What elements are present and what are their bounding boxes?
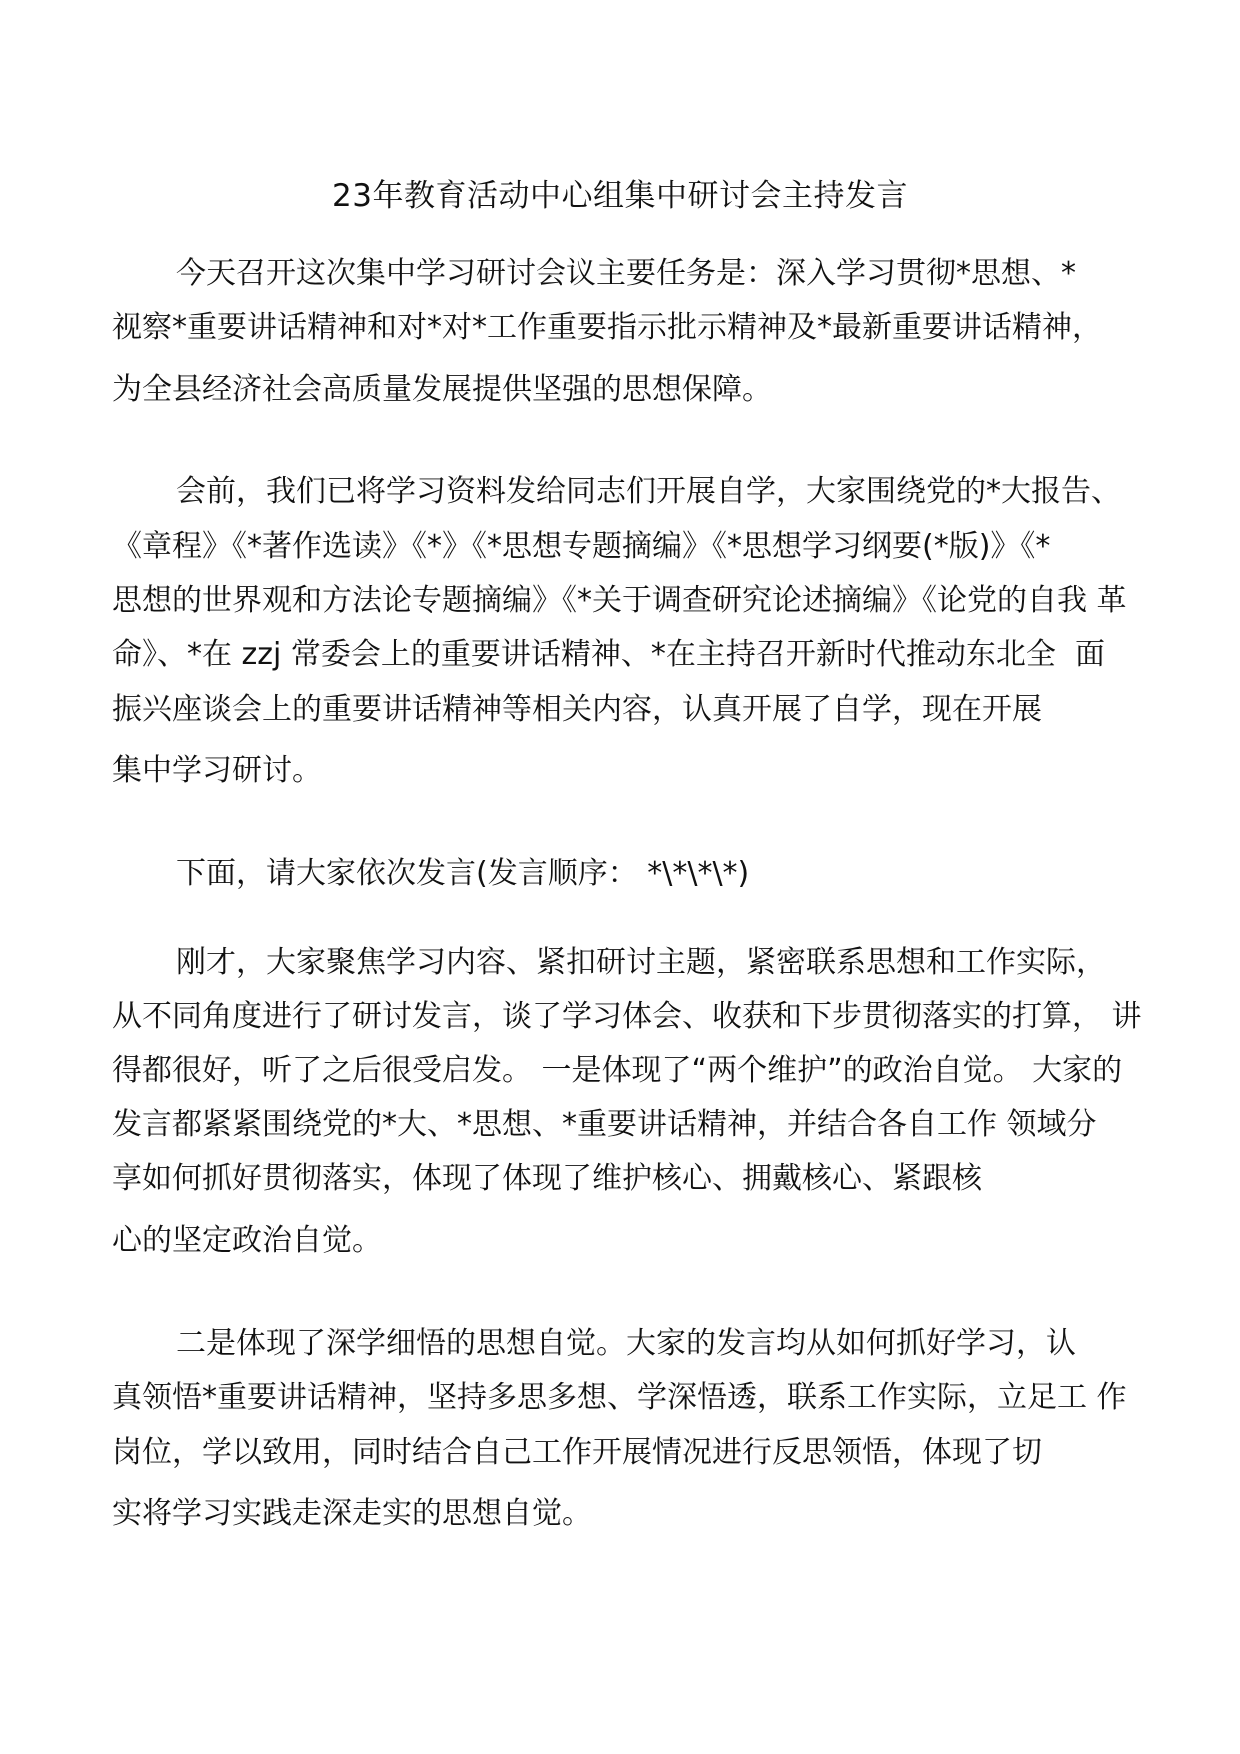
paragraph-4-line-5: 享如何抓好贯彻落实，体现了体现了维护核心、拥戴核心、紧跟核 (112, 1161, 982, 1196)
paragraph-2-line-3: 思想的世界观和方法论专题摘编》《*关于调查研究论述摘编》《论党的自我 革 (112, 583, 1127, 618)
paragraph-5-line-1: 二是体现了深学细悟的思想自觉。大家的发言均从如何抓好学习，认 (176, 1326, 1076, 1361)
paragraph-5-line-3: 岗位，学以致用，同时结合自己工作开展情况进行反思领悟，体现了切 (112, 1435, 1042, 1470)
paragraph-2-line-4: 命》、*在 zzj 常委会上的重要讲话精神、*在主持召开新时代推动东北全 面 (112, 637, 1105, 672)
paragraph-2-line-2: 《章程》《*著作选读》《*》《*思想专题摘编》《*思想学习纲要(*版)》《* (112, 529, 1051, 564)
paragraph-4-line-1: 刚才，大家聚焦学习内容、紧扣研讨主题，紧密联系思想和工作实际， (176, 945, 1106, 980)
paragraph-4-line-3: 得都很好，听了之后很受启发。 一是体现了“两个维护”的政治自觉。 大家的 (112, 1053, 1123, 1088)
paragraph-1-line-2: 视察*重要讲话精神和对*对*工作重要指示批示精神及*最新重要讲话精神， (112, 310, 1102, 345)
paragraph-1-line-3: 为全县经济社会高质量发展提供坚强的思想保障。 (112, 372, 772, 407)
paragraph-4-line-6: 心的坚定政治自觉。 (112, 1223, 382, 1258)
paragraph-4-line-2: 从不同角度进行了研讨发言，谈了学习体会、收获和下步贯彻落实的打算， 讲 (112, 999, 1142, 1034)
paragraph-3-line-1: 下面，请大家依次发言(发言顺序： *\*\*\*) (176, 856, 750, 891)
paragraph-5-line-2: 真领悟*重要讲话精神，坚持多思多想、学深悟透，联系工作实际，立足工 作 (112, 1380, 1127, 1415)
paragraph-4-line-4: 发言都紧紧围绕党的*大、*思想、*重要讲话精神，并结合各自工作 领域分 (112, 1107, 1097, 1142)
paragraph-2-line-1: 会前，我们已将学习资料发给同志们开展自学，大家围绕党的*大报告、 (176, 474, 1121, 509)
paragraph-2-line-5: 振兴座谈会上的重要讲话精神等相关内容，认真开展了自学，现在开展 (112, 692, 1042, 727)
document-title: 23年教育活动中心组集中研讨会主持发言 (332, 178, 908, 214)
paragraph-5-line-4: 实将学习实践走深走实的思想自觉。 (112, 1496, 592, 1531)
paragraph-2-line-6: 集中学习研讨。 (112, 753, 322, 788)
paragraph-1-line-1: 今天召开这次集中学习研讨会议主要任务是：深入学习贯彻*思想、* (176, 256, 1076, 291)
